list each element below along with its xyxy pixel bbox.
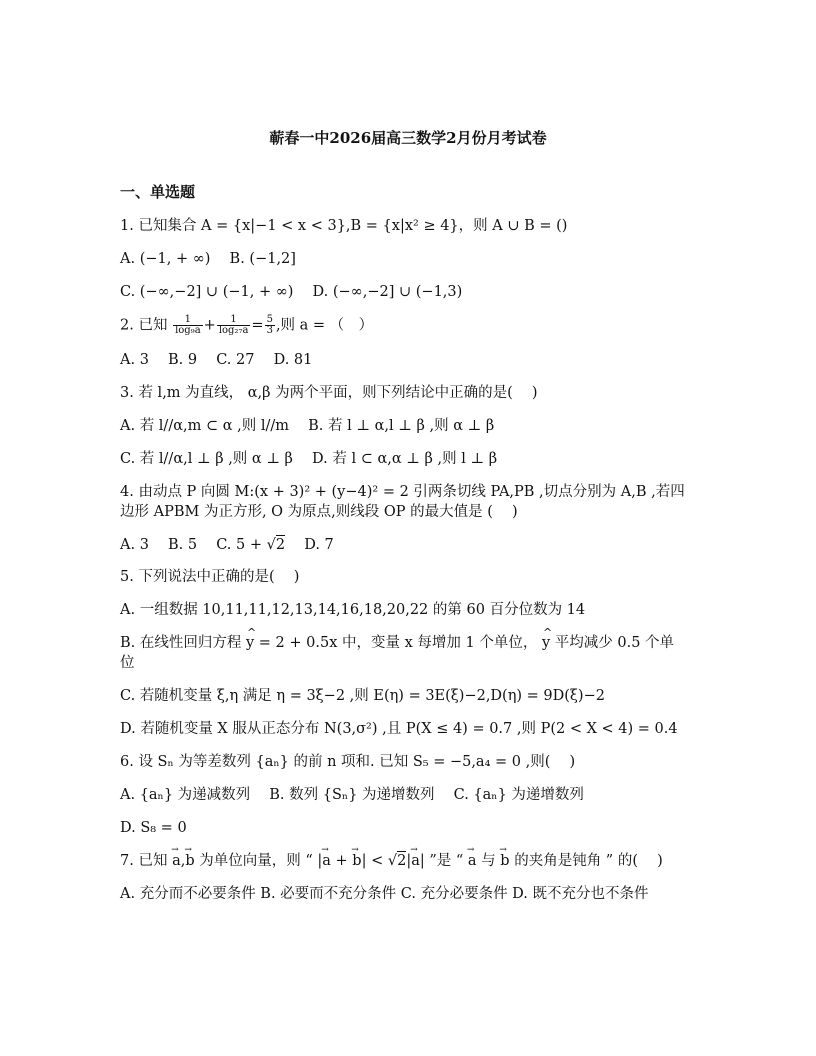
fraction-1-numerator: 1	[173, 315, 203, 326]
option-b-suffix: 平均减少 0.5 个单	[550, 635, 675, 651]
vector-a-4: → a	[468, 851, 477, 871]
fraction-1-denominator: log₉a	[175, 325, 201, 336]
q7-suffix: 的夹角是钝角 ” 的( )	[509, 853, 663, 869]
fraction-3-numerator: 5	[266, 314, 273, 325]
question-3: 3. 若 l,m 为直线， α,β 为两个平面，则下列结论中正确的是( )	[120, 385, 538, 401]
q7-middle: 为单位向量，则 “ |	[194, 853, 323, 869]
question-1-options-cd: C. (−∞,−2] ∪ (−1, + ∞) D. (−∞,−2] ∪ (−1,3)	[120, 284, 463, 300]
fraction-3-denominator: 3	[266, 325, 273, 336]
q7-with: 与	[476, 853, 501, 869]
question-4-options-suffix: D. 7	[285, 537, 334, 553]
question-4-line-1: 4. 由动点 P 向圆 M:(x + 3)² + (y−4)² = 2 引两条切线 PA,PB ,切点分别为 A,B ,若四	[120, 484, 685, 500]
vector-a-3: → a	[411, 851, 420, 871]
question-5-option-a: A. 一组数据 10,11,11,12,13,14,16,18,20,22 的第 60 百分位数为 14	[120, 602, 586, 618]
question-3-options-cd: C. 若 l//α,l ⊥ β ,则 α ⊥ β D. 若 l ⊂ α,α ⊥ β ,则 l ⊥ β	[120, 451, 498, 467]
question-5-option-b	[120, 633, 700, 653]
option-b-prefix: B. 在线性回归方程	[120, 635, 246, 651]
question-5: 5. 下列说法中正确的是( )	[120, 569, 300, 585]
question-5-option-b-line-2: 位	[120, 655, 135, 671]
vector-a-2: → a	[322, 851, 331, 871]
vector-a: → a	[172, 851, 181, 871]
question-4-options-prefix: A. 3 B. 5 C. 5 +	[120, 537, 267, 553]
fraction-2	[217, 315, 251, 336]
q7-quote: | ”是 “	[419, 853, 468, 869]
y-hat: ^ y	[246, 633, 254, 653]
q7-sqrt-radicand: 2	[397, 853, 407, 869]
vector-b-3: → b	[500, 851, 509, 871]
vector-b: → b	[185, 851, 194, 871]
fraction-2-denominator: log₂₇a	[218, 325, 249, 336]
option-b-middle: = 2 + 0.5x 中，变量 x 每增加 1 个单位，	[254, 635, 542, 651]
question-6-options-abc: A. {aₙ} 为递减数列 B. 数列 {Sₙ} 为递增数列 C. {aₙ} 为递增数列	[120, 787, 584, 803]
question-6: 6. 设 Sₙ 为等差数列 {aₙ} 的前 n 项和. 已知 S₅ = −5,a₄ = 0 ,则( )	[120, 754, 576, 770]
fraction-2-numerator: 1	[217, 315, 251, 326]
question-4-line-2: 边形 APBM 为正方形, O 为原点,则线段 OP 的最大值是 ( )	[120, 504, 518, 520]
question-1-options-ab: A. (−1, + ∞) B. (−1,2]	[120, 251, 296, 267]
question-5-option-d: D. 若随机变量 X 服从正态分布 N(3,σ²) ,且 P(X ≤ 4) = 0.7 ,则 P(2 < X < 4) = 0.4	[120, 721, 678, 737]
q7-bar: |	[406, 853, 412, 869]
q7-plus: +	[330, 853, 353, 869]
section-heading: 一、单选题	[120, 183, 196, 201]
q7-abs-close: | <	[361, 853, 388, 869]
q7-prefix: 7. 已知	[120, 853, 173, 869]
question-7: 7. 已知 → a,→ b 为单位向量，则 “ |→ a + → b| < √2|→ a| ”是 “ → a 与 → b 的夹角是钝角 ” 的( )	[120, 851, 700, 871]
question-2-options: A. 3 B. 9 C. 27 D. 81	[120, 352, 313, 368]
question-3-options-ab: A. 若 l//α,m ⊂ α ,则 l//m B. 若 l ⊥ α,l ⊥ β ,则 α ⊥ β	[120, 418, 495, 434]
question-1: 1. 已知集合 A = {x|−1 < x < 3},B = {x|x² ≥ 4}，则 A ∪ B = ()	[120, 218, 568, 234]
q7-comma: ,	[180, 853, 186, 869]
question-2: 2. 已知 $\frac{1}{\text{log₉a}}$ + $\frac{1}{\text{log₂₇a}}$ = $\frac{5}{3}$ ,则 a = （ ）	[120, 314, 374, 336]
sqrt-radicand: 2	[275, 537, 286, 553]
exam-title: 蕲春一中2026届高三数学2月份月考试卷	[269, 129, 547, 147]
question-6-option-d: D. S₈ = 0	[120, 820, 187, 836]
question-7-options: A. 充分而不必要条件 B. 必要而不充分条件 C. 充分必要条件 D. 既不充分也不条件	[120, 886, 649, 902]
question-2-prefix: 2. 已知	[120, 317, 168, 334]
fraction-3	[265, 315, 275, 336]
question-4-options: A. 3 B. 5 C. 5 + √2 D. 7	[120, 537, 334, 553]
vector-b-2: → b	[352, 851, 361, 871]
fraction-1	[173, 315, 203, 336]
question-5-option-c: C. 若随机变量 ξ,η 满足 η = 3ξ−2 ,则 E(η) = 3E(ξ)−2,D(η) = 9D(ξ)−2	[120, 688, 605, 704]
y-hat-2: ^ y	[542, 633, 550, 653]
question-2-suffix: ,则 a = （ ）	[275, 317, 374, 334]
